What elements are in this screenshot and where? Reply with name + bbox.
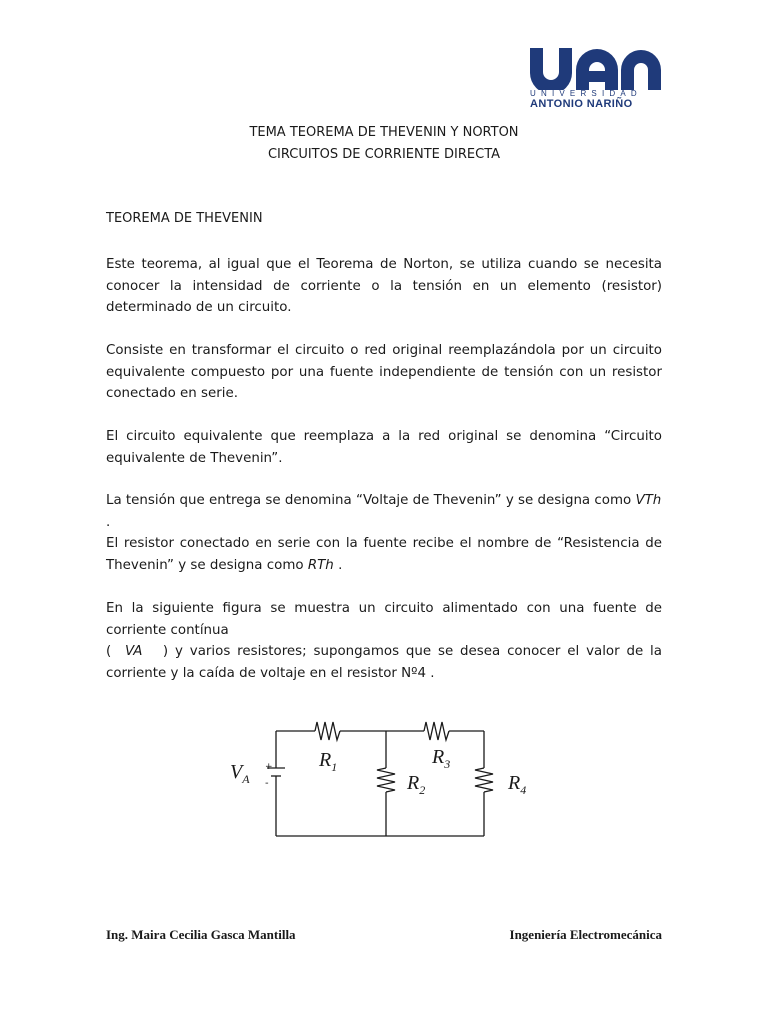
svg-text:R2 [406,772,425,797]
paragraph-1: Este teorema, al igual que el Teorema de Norton, se utiliza cuando se necesita conocer la intensidad de corriente o la tensión en un elemento (resistor) determinado de un circuito. [106,257,662,315]
document-title-line2: CIRCUITOS DE CORRIENTE DIRECTA [267,147,501,162]
resistor-r3-zigzag [424,722,449,740]
label-va: V [230,761,243,783]
logo-text-antonio-narino: ANTONIO NARIÑO [530,98,633,110]
paragraph-6-open: ( [106,644,112,659]
label-r2-sub: 2 [419,783,426,797]
footer-author: Ing. Maira Cecilia Gasca Mantilla [106,927,296,942]
paragraph-4-end: . [106,514,111,530]
resistor-r2-zigzag [377,768,395,792]
battery-plus-sign: + [265,762,273,772]
paragraph-5-end: . [338,557,343,573]
paragraph-6-text: En la siguiente figura se muestra un circuito alimentado con una fuente de corriente contínua [106,601,662,638]
paragraph-6 [106,598,662,684]
label-r4: R [508,772,521,794]
resistor-r1-zigzag [315,722,340,740]
footer-department: Ingeniería Electromecánica [509,927,662,942]
svg-text:R3 [431,746,450,771]
paragraph-6-rest: ) y varios resistores; supongamos que se desea conocer el valor de la corriente y la caída de voltaje en el resistor Nº4 . [106,644,662,681]
symbol-rth: RTh [307,557,334,573]
paragraph-4-text: La tensión que entrega se denomina “Voltaje de Thevenin” y se designa como [106,493,632,508]
uan-logo-mark [528,44,662,90]
label-r1: R [319,749,332,771]
battery-minus-sign: - [265,778,269,789]
label-r1-sub: 1 [331,760,338,774]
paragraph-5 [106,533,662,576]
symbol-vth: VTh [635,493,662,508]
paragraph-3: El circuito equivalente que reemplaza a la red original se denomina “Circuito equivalente de Thevenin”. [106,429,662,466]
paragraph-2: Consiste en transformar el circuito o red original reemplazándola por un circuito equivalente compuesto por una fuente independiente de tensión con un resistor conectado en serie. [106,343,662,401]
university-logo [528,44,662,110]
label-va-sub: A [242,772,250,786]
logo-text-universidad: UNIVERSIDAD [530,89,642,98]
label-r3-sub: 3 [444,757,451,771]
paragraph-5-text: El resistor conectado en serie con la fuente recibe el nombre de “Resistencia de Thevenin” y se designa como [106,536,662,573]
svg-text:R4 [507,772,526,797]
label-r2: R [407,772,420,794]
svg-text:R1 [318,749,337,774]
label-r3: R [432,746,445,768]
symbol-va: VA [124,644,143,659]
paragraph-4 [106,490,662,533]
document-title-line1: TEMA TEOREMA DE THEVENIN Y NORTON [249,125,519,140]
svg-text:VA [230,761,250,786]
label-r4-sub: 4 [520,783,527,797]
resistor-r4-zigzag [475,768,493,792]
circuit-diagram [222,700,542,850]
section-heading: TEOREMA DE THEVENIN [106,211,263,226]
